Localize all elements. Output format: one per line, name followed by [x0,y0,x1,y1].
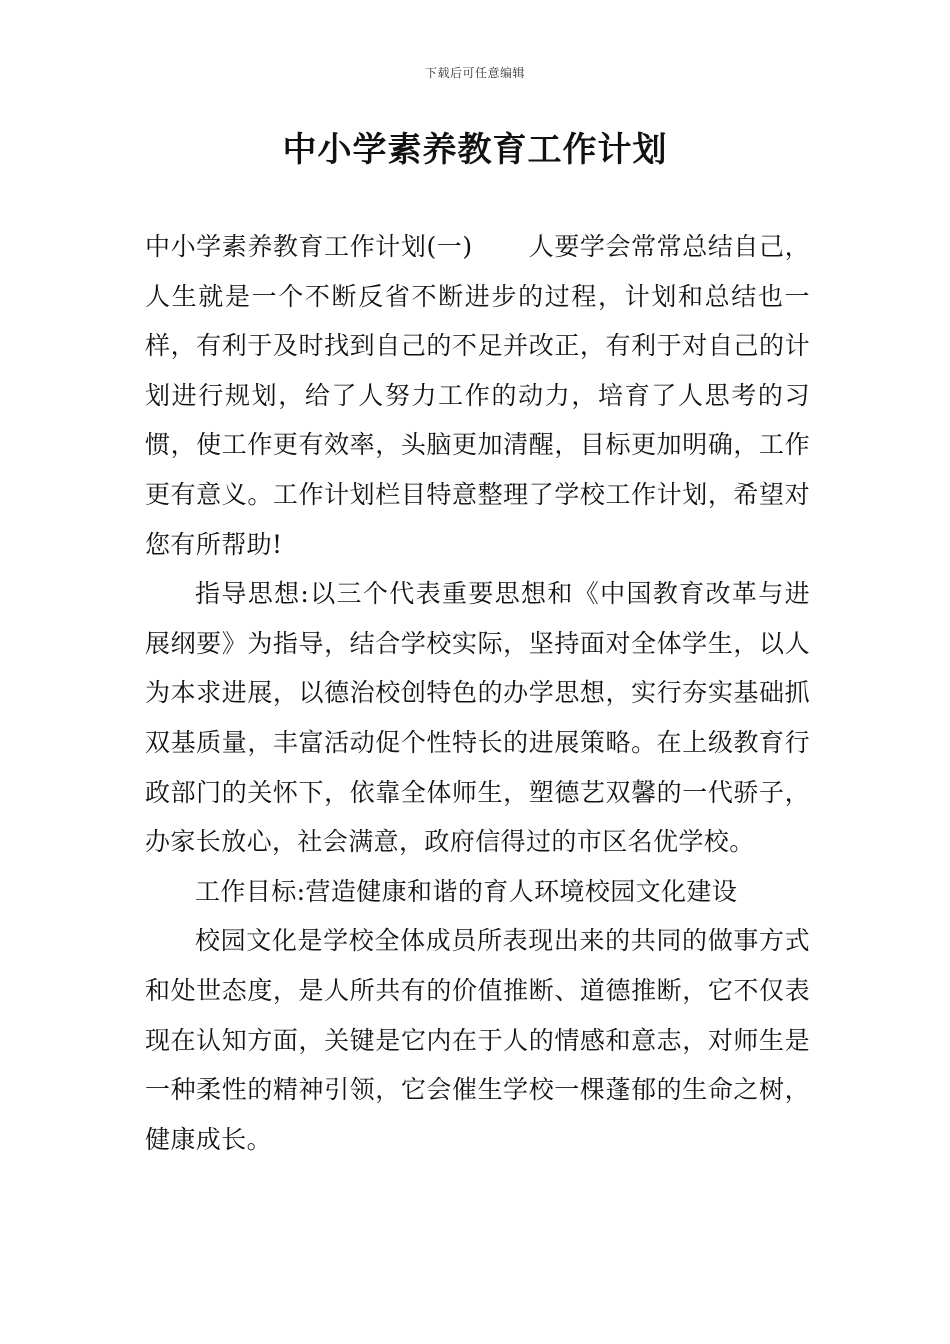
intro-text: 人要学会常常总结自己，人生就是一个不断反省不断进步的过程，计划和总结也一样，有利于及时找到自己的不足并改正，有利于对自己的计划进行规划，给了人努力工作的动力，培育了人思考的习惯，使工作更有效率，头脑更加清醒，目标更加明确，工作更有意义。工作计划栏目特意整理了学校工作计划，希望对您有所帮助! [145,232,811,559]
paragraph-campus-culture: 校园文化是学校全体成员所表现出来的共同的做事方式和处世态度，是人所共有的价值推断、道德推断，它不仅表现在认知方面，关键是它内在于人的情感和意志，对师生是一种柔性的精神引领，它会催生学校一棵蓬郁的生命之树，健康成长。 [145,926,810,1154]
document-title: 中小学素养教育工作计划 [282,130,668,170]
paragraph-guiding-ideology: 指导思想:以三个代表重要思想和《中国教育改革与进展纲要》为指导，结合学校实际，坚持面对全体学生，以人为本求进展，以德治校创特色的办学思想，实行夯实基础抓双基质量，丰富活动促个性特长的进展策略。在上级教育行政部门的关怀下，依靠全体师生，塑德艺双馨的一代骄子，办家长放心，社会满意，政府信得过的市区名优学校。 [145,579,810,857]
paragraph-work-goal: 工作目标:营造健康和谐的育人环境校园文化建设 [195,876,738,906]
intro-lead: 中小学素养教育工作计划(一) [145,232,473,261]
document-body [145,222,810,1164]
page-header-note: 下载后可任意编辑 [424,66,525,80]
intro-paragraph [145,222,810,569]
